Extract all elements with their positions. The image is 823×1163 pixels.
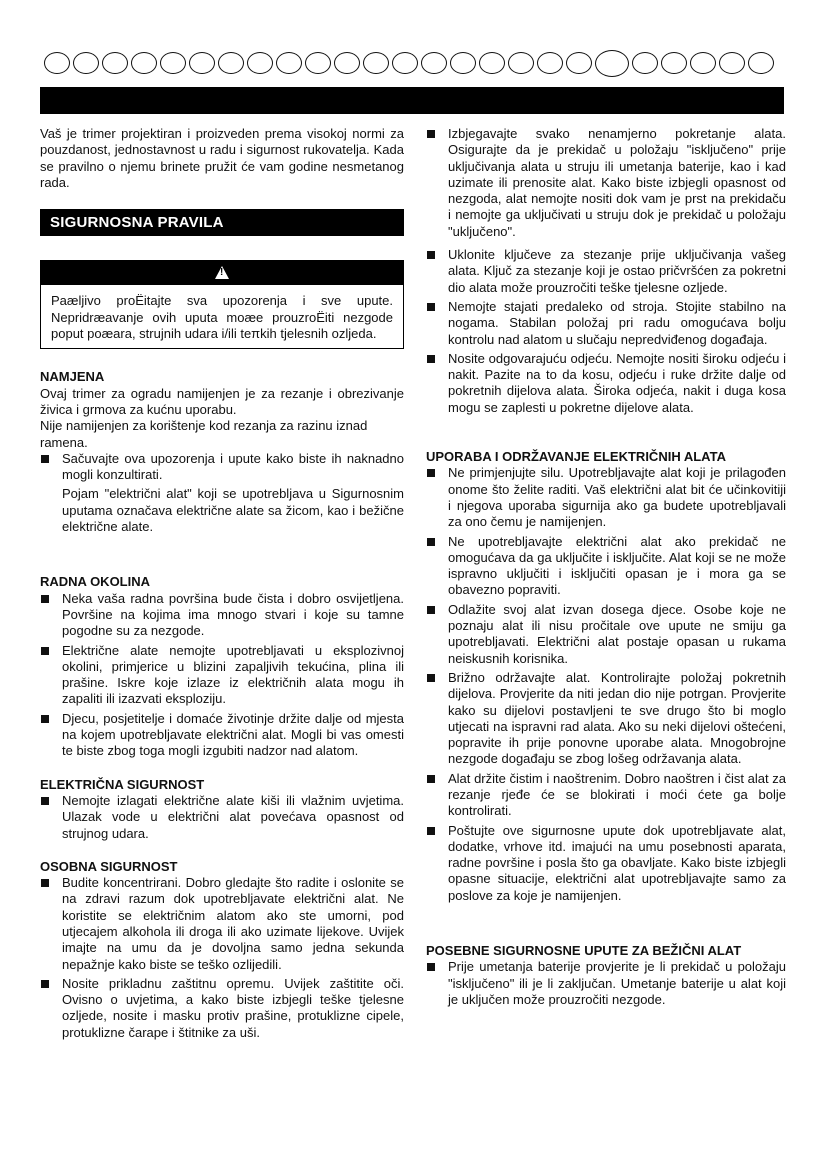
language-oval bbox=[160, 52, 186, 74]
language-oval bbox=[421, 52, 447, 74]
list-item: Prije umetanja baterije provjerite je li prekidač u položaju "isključeno" ili je li zaključan. Umetanje baterije u alat koji je uključen može prouzročiti nezgode. bbox=[426, 959, 786, 1008]
heading-osobna-sigurnost: OSOBNA SIGURNOST bbox=[40, 858, 178, 874]
list-item: Nemojte stajati predaleko od stroja. Stojite stabilno na nogama. Stabilan položaj pri radu omogućava bolju kontrolu nad alatom u slučaju nepredviđenog događaja. bbox=[426, 299, 786, 348]
right-column bbox=[426, 126, 786, 1011]
language-oval bbox=[334, 52, 360, 74]
language-oval bbox=[719, 52, 745, 74]
list-item-sub: Pojam "električni alat" koji se upotrebljava u Sigurnosnim uputama označava električne alate sa žicom, kao i bežične električne alate. bbox=[62, 486, 404, 535]
list-item: Neka vaša radna površina bude čista i dobro osvijetljena. Površine na kojima ima mnogo stvari i koje su tamne pogodne su za nezgode. bbox=[40, 591, 404, 640]
heading-namjena: NAMJENA bbox=[40, 369, 105, 385]
language-oval bbox=[276, 52, 302, 74]
list-item: Budite koncentrirani. Dobro gledajte što radite i oslonite se na zdravi razum dok upotrebljavate električni alat. Ne koristite se električnim alatom ako ste umorni, pod utjecajem alkohola ili droga ili ako uzimate lijekove. Uvijek imajte na umu da je dovoljna samo jedna sekunda nepažnje kako biste se teško ozlijedili. bbox=[40, 875, 404, 973]
warning-box bbox=[40, 260, 404, 349]
list-item: Ne upotrebljavajte električni alat ako prekidač ne omogućava da ga uključite i isključite. Alat koji se ne može ispravno uključiti i isključiti opasan je i mora ga se obavezno popraviti. bbox=[426, 534, 786, 599]
left-column bbox=[40, 126, 404, 1044]
language-oval bbox=[131, 52, 157, 74]
namjena-text: Ovaj trimer za ogradu namijenjen je za rezanje i obrezivanje živica i grmova za kućnu uporabu. bbox=[40, 385, 404, 417]
intro-paragraph: Vaš je trimer projektiran i proizveden prema visokoj normi za pouzdanost, jednostavnost u radu i sigurnost rukovatelja. Kada se pravilno o njemu brinete pružit će vam godine nesmetanog rada. bbox=[40, 126, 404, 190]
language-oval bbox=[690, 52, 716, 74]
language-oval bbox=[537, 52, 563, 74]
header-bar bbox=[40, 87, 784, 114]
list-item: Alat držite čistim i naoštrenim. Dobro naoštren i čist alat za rezanje rjeđe će se blokirati i moći ćete ga bolje kontrolirati. bbox=[426, 771, 786, 820]
language-oval bbox=[44, 52, 70, 74]
language-oval bbox=[247, 52, 273, 74]
heading-uporaba: UPORABA I ODRŽAVANJE ELEKTRIČNIH ALATA bbox=[426, 449, 726, 465]
heading-radna-okolina: RADNA OKOLINA bbox=[40, 574, 151, 590]
language-oval bbox=[479, 52, 505, 74]
language-oval bbox=[73, 52, 99, 74]
list-item: Brižno održavajte alat. Kontrolirajte položaj pokretnih dijelova. Provjerite da niti jedan dio nije potrgan. Provjerite kako su dijelovi postavljeni te sve drugo što bi moglo utjecati na ispravni rad alata. Ako su neki dijelovi oštećeni, popravite ih prije ponovne uporabe alata. Mnogobrojne nezgode događaju se zbog lošeg održavanja alata. bbox=[426, 670, 786, 768]
language-tab-strip bbox=[44, 50, 787, 78]
language-oval bbox=[218, 52, 244, 74]
language-oval bbox=[305, 52, 331, 74]
list-item: Nosite odgovarajuću odjeću. Nemojte nositi široku odjeću i nakit. Pazite na to da kosu, odjeću i ruke držite dalje od pokretnih dijelova alata. Široka odjeća, nakit i duga kosa mogu se zaplesti u pokretne dijelove alata. bbox=[426, 351, 786, 416]
language-oval bbox=[632, 52, 658, 74]
list-item: Ne primjenjujte silu. Upotrebljavajte alat koji je prilagođen onome što želite raditi. Vaš električni alat bit će učinkovitiji i njegova uporaba sigurnija ako ga budete upotrebljavali za ono čemu je namijenjen. bbox=[426, 465, 786, 530]
list-item: Uklonite ključeve za stezanje prije uključivanja vašeg alata. Ključ za stezanje koji je ostao pričvršćen za pokretni dio alata može prouzročiti teške tjelesne ozljede. bbox=[426, 247, 786, 296]
language-oval bbox=[392, 52, 418, 74]
list-item: Poštujte ove sigurnosne upute dok upotrebljavate alat, dodatke, vrhove itd. imajući na umu posebnosti aparata, radne površine i posla što ga obavljate. Kako biste izbjegli opasne situacije, električni alat upotrebljavajte samo za poslove za koje je namijenjen. bbox=[426, 823, 786, 904]
language-oval bbox=[661, 52, 687, 74]
heading-elektricna-sigurnost: ELEKTRIČNA SIGURNOST bbox=[40, 776, 205, 792]
section-title: SIGURNOSNA PRAVILA bbox=[40, 209, 404, 236]
heading-posebne: POSEBNE SIGURNOSNE UPUTE ZA BEŽIČNI ALAT bbox=[426, 943, 742, 959]
language-oval bbox=[363, 52, 389, 74]
language-oval bbox=[566, 52, 592, 74]
language-oval-current bbox=[595, 50, 629, 77]
list-item: Odlažite svoj alat izvan dosega djece. Osobe koje ne poznaju alat ili nisu pročitale ove upute ne smiju ga upotrebljavati. Električni alat postaje opasan u rukama neiskusnih korisnika. bbox=[426, 602, 786, 667]
warning-triangle-icon bbox=[215, 266, 229, 279]
language-oval bbox=[748, 52, 774, 74]
warning-text: Paæljivo proËitajte sva upozorenja i sve upute. Nepridræavanje ovih uputa moæe prouzroËiti nezgode poput poæara, strujnih udara i/ili teπkih tjelesnih ozljeda. bbox=[51, 293, 393, 342]
list-item: Nemojte izlagati električne alate kiši ili vlažnim uvjetima. Ulazak vode u električni alat povećava opasnost od strujnog udara. bbox=[40, 793, 404, 842]
language-oval bbox=[450, 52, 476, 74]
language-oval bbox=[102, 52, 128, 74]
namjena-text: Nije namijenjen za korištenje kod rezanja za razinu iznad ramena. bbox=[40, 418, 368, 450]
list-item: Izbjegavajte svako nenamjerno pokretanje alata. Osigurajte da je prekidač u položaju "isključeno" prije uključivanja alata u struju ili umetanja baterije, kao i kad uzimate ili prenosite alat. Kako biste izbjegli opasnost od nezgoda, alat nemojte nositi dok vam je prst na prekidaču i nemojte ga uključivati u struju dok je prekidač u položaju "uključeno". bbox=[426, 126, 786, 240]
language-oval bbox=[189, 52, 215, 74]
list-item: Djecu, posjetitelje i domaće životinje držite dalje od mjesta na kojem upotrebljavate električni alat. Mogli bi vas omesti te biste zbog toga mogli izgubiti nadzor nad alatom. bbox=[40, 711, 404, 760]
list-item: Nosite prikladnu zaštitnu opremu. Uvijek zaštitite oči. Ovisno o uvjetima, a kako biste izbjegli teške tjelesne ozljede, nosite i masku protiv prašine, protuklizne cipele, protuklizne čarape i štitnike za uši. bbox=[40, 976, 404, 1041]
warning-header bbox=[41, 261, 403, 285]
list-item: Sačuvajte ova upozorenja i upute kako biste ih naknadno mogli konzultirati. Pojam "električni alat" koji se upotrebljava u Sigurnosnim uputama označava električne alate sa žicom, kao i bežične električne alate. bbox=[40, 451, 404, 535]
list-item: Električne alate nemojte upotrebljavati u eksplozivnoj okolini, primjerice u blizini zapaljivih tekućina, plina ili prašine. Iskre koje izlaze iz električnih alata mogu ih zapaliti ili izazvati eksploziju. bbox=[40, 643, 404, 708]
language-oval bbox=[508, 52, 534, 74]
